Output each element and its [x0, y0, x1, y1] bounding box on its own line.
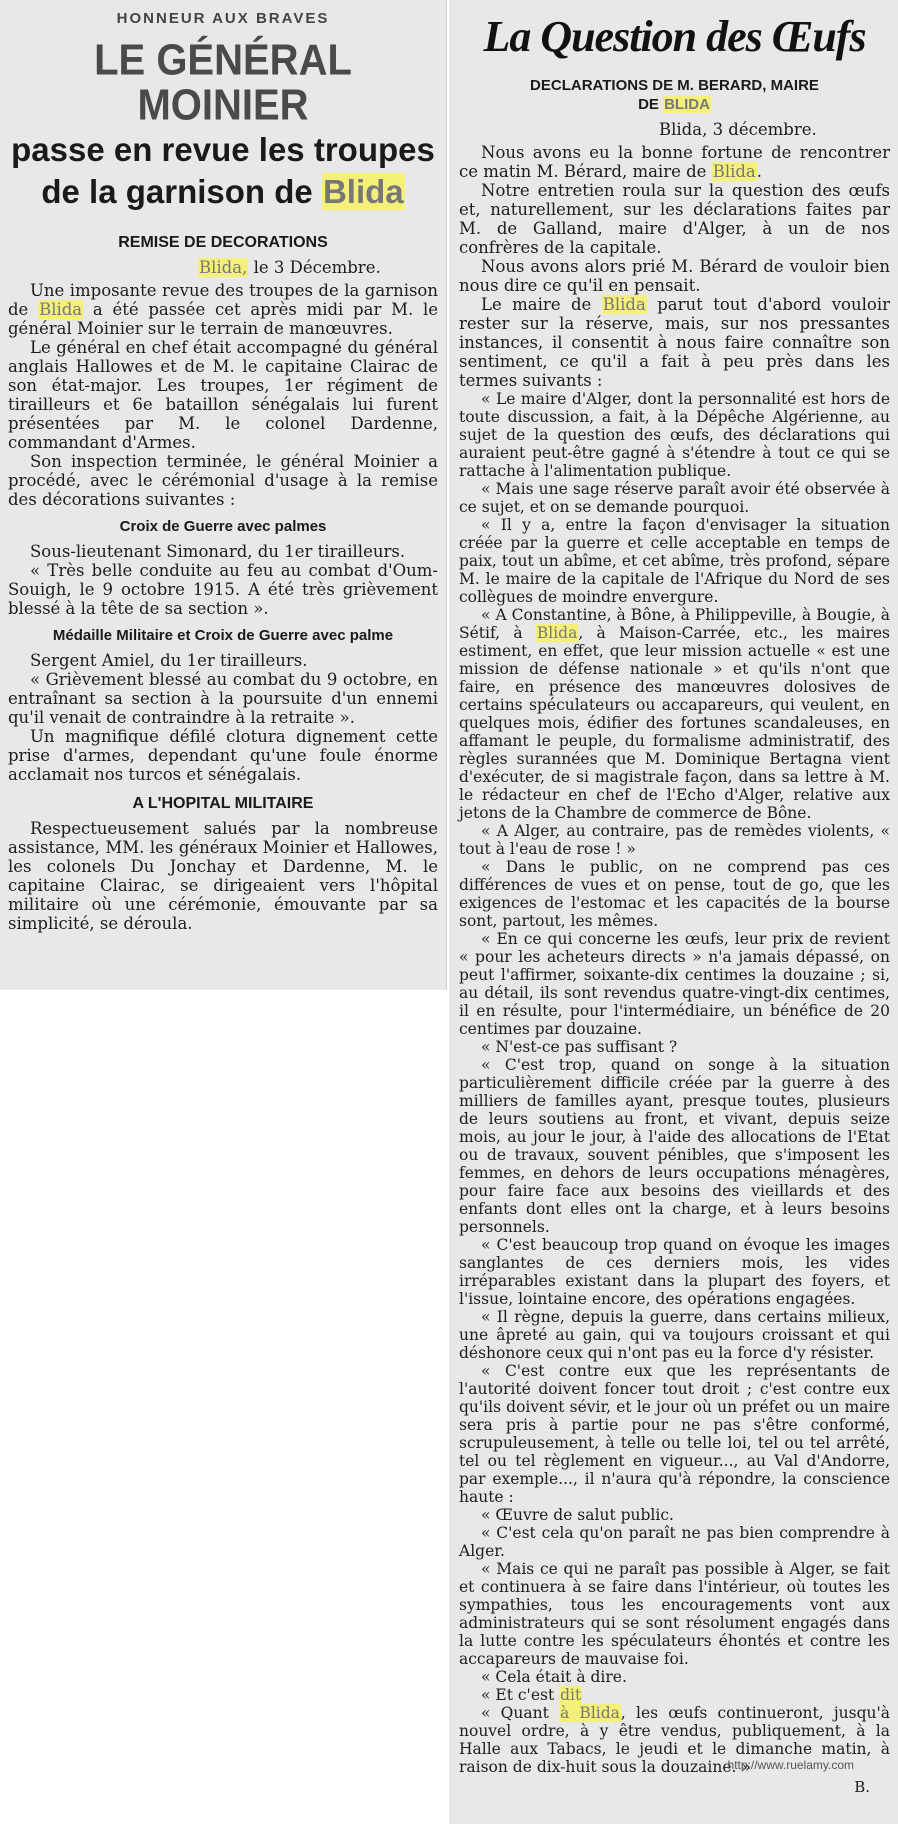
- paragraph: « C'est cela qu'on paraît ne pas bien comprendre à Alger.: [459, 1524, 890, 1560]
- text: .: [756, 162, 763, 181]
- paragraph: « Il règne, depuis la guerre, dans certains milieux, une âpreté au gain, qui va toujours croissant et qui déshonore ceux qui n'ont pas eu la force d'y résister.: [459, 1308, 890, 1362]
- article-title: La Question des Œufs: [483, 12, 866, 61]
- highlight: Blida: [602, 295, 646, 314]
- highlight: dit: [560, 1686, 582, 1704]
- paragraph: « Très belle conduite au feu au combat d'Oum-Souigh, le 9 octobre 1915. A été très grièvement blessé à la tête de sa section ».: [8, 561, 438, 618]
- paragraph: « Mais une sage réserve paraît avoir été observée à ce sujet, et on se demande pourquoi.: [459, 480, 890, 516]
- paragraph: « Mais ce qui ne paraît pas possible à Alger, se fait et continuera à se faire dans l'intérieur, où toutes les sympathies, tous les encouragements vont aux administrateurs qui se sont résolument engagés dans la lutte contre les spéculateurs éhontés et contre les accapareurs de mauvaise foi.: [459, 1560, 890, 1668]
- paragraph: Nous avons alors prié M. Bérard de vouloir bien nous dire ce qu'il en pensait.: [459, 257, 890, 295]
- headline-secondary: [8, 129, 438, 213]
- text: Le maire de: [481, 295, 602, 314]
- text: « Et c'est: [481, 1686, 560, 1704]
- paragraph: « En ce qui concerne les œufs, leur prix de revient « pour les acheteurs directs » n'a jamais dépassé, on peut l'affirmer, soixante-dix centimes la douzaine ; si, au détail, ils sont revendus quatre-vingt-dix centimes, il en résulte, pour l'intermédiaire, un bénéfice de 20 centimes par douzaine.: [459, 930, 890, 1038]
- text: , à Maison-Carrée, etc., les maires estiment, en effet, que leur mission actuelle « est une mission de défense nationale » et qu'ils n'ont que faire, en présence des manœuvres dolosives de certains spéculateurs ou accapareurs, qui veulent, en quelques mois, édifier des fortunes scandaleuses, en affamant le peuple, du formalisme administratif, des règles surannées que M. Dominique Bertagna vient d'exécuter, de si magistrale façon, dans sa lettre à M. le rédacteur en chef de l'Echo d'Alger, relative aux jetons de la Chambre de commerce de Bône.: [459, 624, 891, 822]
- text: « A Constantine, à Bône, à Philippeville, à Bougie, à Sétif, à: [459, 606, 890, 642]
- dateline: Blida, 3 décembre.: [659, 120, 817, 139]
- headline-line: de la garnison de: [41, 173, 322, 210]
- paragraph: « Le maire d'Alger, dont la personnalité est hors de toute discussion, a fait, à la Dépêche Algérienne, au sujet de la question des œufs, des déclarations qui auraient peut-être gagné à s'étendre à tout ce qui se rattache à l'alimentation publique.: [459, 390, 890, 480]
- paragraph: « Œuvre de salut public.: [481, 1506, 674, 1524]
- paragraph: « C'est trop, quand on songe à la situation particulièrement difficile créée par la guerre à des milliers de familles ayant, presque toutes, plusieurs de leurs soutiens au front, et vivant, depuis seize mois, au jour le jour, à l'aide des allocations de l'Etat ou de travaux, souvent pénibles, que s'imposent les femmes, en dehors de leurs occupations ménagères, pour faire face aux besoins des vieillards et des enfants dont elles ont la charge, et à leurs besoins personnels.: [459, 1056, 890, 1236]
- paragraph: Respectueusement salués par la nombreuse assistance, MM. les généraux Moinier et Hallowes, les colonels Du Jonchay et Dardenne, M. le capitaine Clairac, se dirigeaient vers l'hôpital militaire où une cérémonie, émouvante par sa simplicité, se déroula.: [8, 819, 438, 933]
- text: a été passée cet après midi par M. le général Moinier sur le terrain de manœuvres.: [8, 300, 438, 338]
- paragraph: Un magnifique défilé clotura dignement cette prise d'armes, dependant qu'une foule énorme acclamait nos turcos et sénégalais.: [8, 727, 438, 784]
- highlight: à Blida: [560, 1704, 620, 1722]
- paragraph: « C'est contre eux que les représentants de l'autorité doivent foncer tout droit ; c'est contre eux qu'ils doivent sévir, et le jour où un préfet ou un maire sera pris à partie pour ne pas s'être conformé, scrupuleusement, à telle ou telle loi, tel ou tel arrêté, tel ou tel règlement en vigueur..., au Val d'Andorre, par exemple..., il n'aura qu'à répondre, la conscience haute :: [459, 1362, 890, 1506]
- paragraph: [459, 1686, 890, 1704]
- section-heading: Croix de Guerre avec palmes: [119, 518, 327, 535]
- paragraph: Sous-lieutenant Simonard, du 1er tirailleurs.: [30, 542, 406, 561]
- headline-line: passe en revue les troupes: [11, 131, 435, 168]
- dateline-text: le 3 Décembre.: [248, 258, 381, 277]
- watermark: http://www.ruelamy.com: [727, 1758, 854, 1772]
- headline-main: LE GÉNÉRAL MOINIER: [94, 36, 352, 130]
- highlight: Blida,: [199, 258, 248, 277]
- text: , les œufs continueront, jusqu'à nouvel ordre, à y être vendus, publiquement, à la Halle aux Tabacs, le jeudi et le dimanche matin, à raison de dix-huit sous la douzaine. »: [459, 1704, 891, 1776]
- paragraph: « Grièvement blessé au combat du 9 octobre, en entraînant sa section à la poursuite d'un ennemi qu'il venait de contraindre à la retraite ».: [8, 670, 438, 727]
- section-heading: REMISE DE DECORATIONS: [118, 234, 328, 251]
- section-heading: A L'HOPITAL MILITAIRE: [132, 795, 314, 812]
- heading-line: DE: [638, 96, 664, 113]
- paragraph: Notre entretien roula sur la question des œufs et, naturellement, sur les déclarations faites par M. de Galland, maire d'Alger, à un de nos confrères de la capitale.: [459, 181, 890, 257]
- paragraph: « Dans le public, on ne comprend pas ces différences de vues et on pense, tout de go, que les exigences de l'estomac et les capacités de la bourse sont, partout, les mêmes.: [459, 858, 890, 930]
- paragraph: « Cela était à dire.: [481, 1668, 627, 1686]
- paragraph: « C'est beaucoup trop quand on évoque les images sanglantes de ces derniers mois, les vides irréparables existant dans la plupart des foyers, et l'issue, lointaine encore, des opérations engagées.: [459, 1236, 890, 1308]
- left-article: [0, 0, 447, 990]
- paragraph: [8, 281, 438, 338]
- highlight: Blida: [322, 173, 404, 210]
- signature: B.: [854, 1778, 870, 1796]
- kicker: HONNEUR AUX BRAVES: [116, 10, 330, 27]
- text: « Quant: [481, 1704, 559, 1722]
- highlight: BLIDA: [664, 96, 710, 113]
- text: Une imposante revue des troupes de la garnison de: [8, 281, 438, 319]
- paragraph: [459, 606, 890, 822]
- section-heading: [465, 76, 884, 114]
- paragraph: « A Alger, au contraire, pas de remèdes violents, « tout à l'eau de rose ! »: [459, 822, 890, 858]
- highlight: Blida: [39, 300, 83, 319]
- text: Nous avons eu la bonne fortune de rencontrer ce matin M. Bérard, maire de: [459, 143, 890, 181]
- section-heading: Médaille Militaire et Croix de Guerre avec palme: [52, 627, 394, 644]
- text: parut tout d'abord vouloir rester sur la réserve, mais, sur nos pressantes instances, il consentit à nous faire connaître son sentiment, ce qu'il a fait à peu près dans les termes suivants :: [459, 295, 890, 390]
- paragraph: « N'est-ce pas suffisant ?: [481, 1038, 678, 1056]
- paragraph: [459, 295, 890, 390]
- right-article: [449, 0, 898, 1824]
- paragraph: Son inspection terminée, le général Moinier a procédé, avec le cérémonial d'usage à la remise des décorations suivantes :: [8, 452, 438, 509]
- heading-line: DECLARATIONS DE M. BERARD, MAIRE: [530, 77, 819, 94]
- dateline: [8, 258, 438, 277]
- paragraph: Le général en chef était accompagné du général anglais Hallowes et de M. le capitaine Clairac de son état-major. Les troupes, 1er régiment de tirailleurs et 6e bataillon sénégalais lui furent présentées par M. le colonel Dardenne, commandant d'Armes.: [8, 338, 438, 452]
- paragraph: Sergent Amiel, du 1er tirailleurs.: [30, 651, 308, 670]
- paragraph: « Il y a, entre la façon d'envisager la situation créée par la guerre et celle acceptable en temps de paix, tout un abîme, et cet abîme, très profond, sépare M. le maire de la capitale de l'Afrique du Nord de ses collègues de moindre envergure.: [459, 516, 890, 606]
- highlight: Blida: [712, 162, 756, 181]
- paragraph: [459, 143, 890, 181]
- highlight: Blida: [536, 624, 578, 642]
